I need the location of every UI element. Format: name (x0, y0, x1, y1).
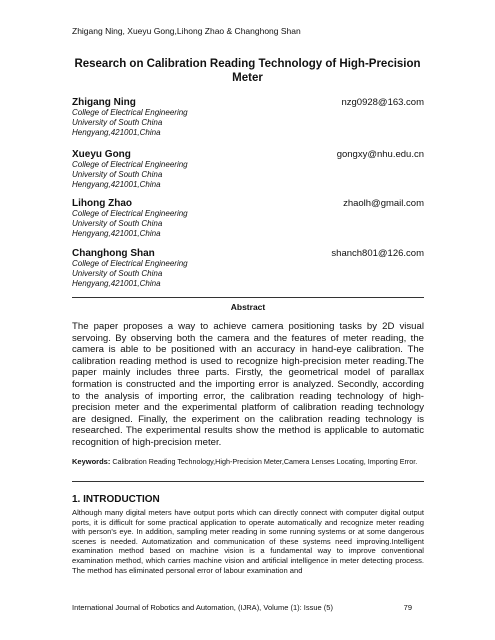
author-university: University of South China (72, 118, 163, 127)
author-university: University of South China (72, 170, 163, 179)
author-university: University of South China (72, 269, 163, 278)
author-email: gongxy@nhu.edu.cn (336, 149, 424, 160)
author-location: Hengyang,421001,China (72, 180, 161, 189)
keywords-text: Calibration Reading Technology,High-Precision Meter,Camera Lenses Locating, Importing Error. (112, 457, 418, 466)
author-name: Xueyu Gong (72, 149, 131, 160)
author-email: nzg0928@163.com (341, 97, 424, 108)
author-location: Hengyang,421001,China (72, 229, 161, 238)
author-block (72, 198, 424, 239)
author-location: Hengyang,421001,China (72, 128, 161, 137)
author-department: College of Electrical Engineering (72, 160, 188, 169)
abstract-body: The paper proposes a way to achieve camera positioning tasks by 2D visual servoing. By observing both the camera and the features of meter reading, the camera is able to be positioned with an accuracy in hand-eye calibration. The calibration reading method is used to recognize high-precision meter reading.The paper mainly includes three parts. Firstly, the geometrical model of parallax formation is constructed and the importing error is analyzed. Secondly, according to the analysis of importing error, the calibration reading technology of high-precision meter and the experimental platform of calibration reading technology are designed. Finally, the experiment on the calibration reading technology is researched. The experimental results show the method is applicable to automatic recognition of high-precision meter. (72, 321, 424, 448)
author-block (72, 248, 424, 289)
abstract-heading: Abstract (230, 302, 266, 312)
author-name: Lihong Zhao (72, 198, 132, 209)
author-location: Hengyang,421001,China (72, 279, 161, 288)
keywords (72, 457, 424, 466)
introduction-body: Although many digital meters have output ports which can directly connect with computer digital output ports, it is difficult for some practical application to operate automatically and recognize meter reading with person's eye. In addition, sampling meter reading in some running systems or at some dangerous scenes is needed. Automatization and communication of these systems need improving.Intelligent examination method based on machine vision is a fundamental way to improve conventional examination method, which carries machine vision and artificial intelligence in meter detecting process. The method has eliminated personal error of labour examination and (72, 508, 424, 575)
journal-citation: International Journal of Robotics and Automation, (IJRA), Volume (1): Issue (5) (72, 603, 333, 612)
author-email: zhaolh@gmail.com (343, 198, 424, 209)
author-block (72, 97, 424, 138)
running-head: Zhigang Ning, Xueyu Gong,Lihong Zhao & Changhong Shan (72, 26, 301, 36)
author-email: shanch801@126.com (331, 248, 424, 259)
page-footer (72, 603, 424, 612)
keywords-label: Keywords: (72, 457, 111, 466)
divider (72, 297, 424, 298)
paper-title: Research on Calibration Reading Technology of High-Precision Meter (74, 58, 421, 84)
author-name: Zhigang Ning (72, 97, 136, 108)
author-name: Changhong Shan (72, 248, 155, 259)
section-heading: 1. INTRODUCTION (72, 494, 160, 505)
author-department: College of Electrical Engineering (72, 209, 188, 218)
author-university: University of South China (72, 219, 163, 228)
page-number: 79 (403, 603, 412, 612)
author-department: College of Electrical Engineering (72, 108, 188, 117)
divider (72, 481, 424, 482)
author-department: College of Electrical Engineering (72, 259, 188, 268)
author-block (72, 149, 424, 190)
